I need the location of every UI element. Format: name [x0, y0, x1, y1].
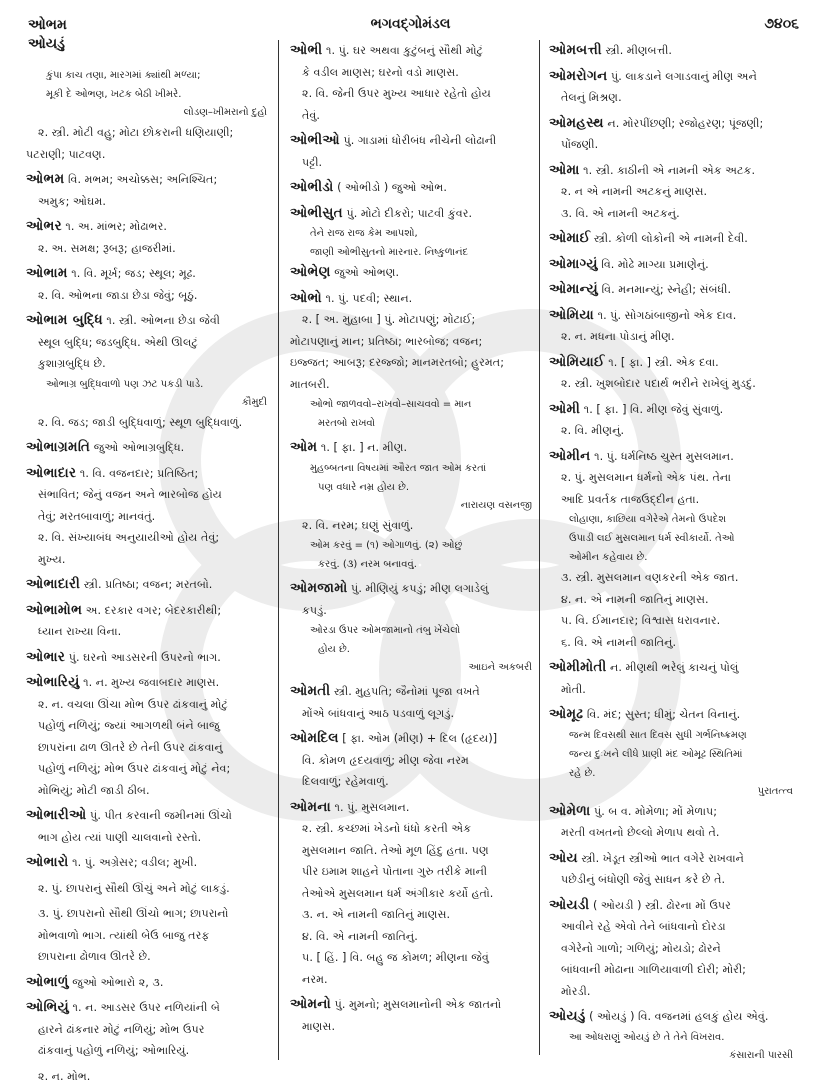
definition-line: ૫. [ હિં. ] વિ. બહુ જ કોમળ; મીણના જેવું	[290, 947, 536, 969]
quotation-line: ઓરડા ઉપર ઓમજામાનો તંબુ ખેંચેલો	[290, 621, 536, 640]
definition-line: ઢાંકવાનું પહોળું નળિયું; ઓભારિયું.	[26, 1040, 271, 1062]
definition-line: ૩. ન. એ નામની જાતિનું માણસ.	[290, 904, 536, 926]
definition-line: તેવું.	[290, 105, 536, 127]
definition-line: ઇજ્જત; આબરૂ; દરજ્જો; માનમરતબો; હુરમત;	[290, 352, 536, 374]
quotation-line: ઓભો જાળવવો–રાખવો–સાચવવો = માન	[290, 395, 536, 414]
headword: ઓમિયા	[549, 307, 594, 323]
definition-line: તેઓએ મુસલમાન ધર્મ અંગીકાર કર્યો હતો.	[290, 883, 536, 905]
quotation-line: જાણી ઓભીસુતનો મારનાર. નિષ્કુળાનંદ	[290, 243, 536, 262]
definition-text: ૧. પું. ધર્મનિષ્ઠ ચુસ્ત મુસલમાન.	[591, 450, 734, 463]
definition-text: ૧. [ ફા. ] ન. મીણ.	[317, 441, 407, 454]
definition-text: સ્ત્રી. પ્રતિષ્ઠા; વજન; મરતબો.	[80, 578, 212, 591]
definition-line: મોરડી.	[549, 981, 797, 1003]
definition-line: મુખ્ય.	[26, 549, 271, 571]
definition-line: પટ્ટી.	[290, 152, 536, 174]
guide-word-first: ઓભમ	[28, 16, 67, 35]
citation-source: કૌમુદી	[26, 394, 271, 412]
definition-line: ૬. વિ. એ નામની જાતિનું.	[549, 632, 797, 654]
dictionary-entry	[290, 728, 536, 750]
quotation-line: ઓમ કરવું = (૧) ઓગાળવું. (૨) ઓછું	[290, 536, 536, 555]
definition-text: સ્ત્રી. મીણબત્તી.	[602, 44, 672, 57]
headword: ઓભિયું	[26, 999, 69, 1015]
headword: ઓભીડો	[290, 179, 334, 195]
definition-text: ૧. વિ. વજનદાર; પ્રતિષ્ઠિત;	[76, 467, 198, 480]
column-3	[549, 40, 797, 1065]
citation-source: આઇને અકબરી	[290, 659, 536, 677]
definition-line: બાંધવાની મોઢાના ગાળિયાવાળી દોરી; મોરી;	[549, 959, 797, 981]
definition-line: ૫. વિ. ઈમાનદાર; વિશ્વાસ ધરાવનાર.	[549, 610, 797, 632]
definition-line: ૨. વિ. નરમ; ઘણું સુંવાળું.	[290, 515, 536, 537]
definition-text: પું. બ વ. મોમેળા; મોં મેળાપ;	[590, 805, 717, 818]
quotation-line: મરતબો રાખવો	[290, 414, 536, 433]
citation-source: કંસારાની પારસી	[549, 1047, 797, 1065]
definition-line: પીર ઇમામ શાહને પોતાના ગુરુ તરીકે માની	[290, 861, 536, 883]
definition-text: પું. લાકડાને લગાડવાનું મીણ અને	[607, 70, 756, 83]
headword: ઓભામોભ	[26, 602, 82, 618]
definition-line: ૩. વિ. એ નામની અટકનું.	[549, 203, 797, 225]
quotation-line: તેને રાજ રાજ કેમ આપશો,	[290, 224, 536, 243]
definition-text: જુઓ ઓભાગ્રબુદ્ધિ.	[90, 441, 184, 454]
dictionary-entry	[549, 1006, 797, 1028]
headword: ઓભારિયું	[26, 674, 80, 690]
column-1	[26, 66, 271, 1087]
definition-text: ૧. સ્ત્રી. કાઠીની એ નામની એક અટક.	[580, 164, 755, 177]
definition-text: ૧. [ ફા. ] સ્ત્રી. એક દવા.	[605, 356, 719, 369]
definition-text: ૧. પું. ઘર અથવા કુટુંબનું સૌથી મોટું	[322, 44, 483, 57]
headword: ઓમા	[549, 162, 580, 178]
citation-source: લોડણ–ખીમરાનો દુહો	[26, 104, 271, 122]
headword: ઓભાર	[26, 649, 65, 665]
dictionary-entry	[290, 203, 536, 225]
definition-line: કપડું.	[290, 600, 536, 622]
citation-source: નારાયણ વસનજી	[290, 497, 536, 515]
definition-line: તેલનું મિશ્રણ.	[549, 87, 797, 109]
headword: ઓભામ બુદ્ધિ	[26, 312, 103, 328]
dictionary-entry	[290, 797, 536, 819]
dictionary-entry	[26, 437, 271, 459]
definition-text: અ. દરકાર વગર; બેદરકારીથી;	[82, 604, 221, 617]
definition-line: સ્થૂલ બુદ્ધિ; જડબુદ્ધિ. એથી ઊલટું	[26, 332, 271, 354]
definition-line: અમુક; ઓઘમ.	[26, 191, 271, 213]
definition-text: વિ. મોઢે માગ્યા પ્રમાણેનું.	[598, 258, 709, 271]
dictionary-entry	[26, 972, 271, 994]
quotation-line: આ ઓધરાણું ઓયડું છે તે તેને વિખરાવ.	[549, 1028, 797, 1047]
definition-line: આવીને રહે એવો તેને બાંધવાનો દોરડા	[549, 916, 797, 938]
definition-line: વિ. કોમળ હૃદયવાળું; મીણ જેવા નરમ	[290, 750, 536, 772]
dictionary-entry	[290, 262, 536, 284]
column-divider	[539, 40, 540, 1055]
dictionary-entry	[549, 160, 797, 182]
definition-line: ૨. વિ. જડ; જાડી બુદ્ધિવાળું; સ્થૂળ બુદ્ધિવાળું.	[26, 412, 271, 434]
headword: ઓમદિલ	[290, 730, 339, 746]
headword: ઓભીસુત	[290, 205, 343, 221]
quotation-line: ઉપાડી લઈ મુસલમાન ધર્મ સ્વીકાર્યો. તેઓ	[549, 529, 797, 548]
definition-text: ૧. પું. સોગઠાંબાજીનો એક દાવ.	[594, 309, 736, 322]
headword: ઓભાદારી	[26, 576, 80, 592]
headword: ઓમજામો	[290, 580, 348, 596]
headword: ઓમનો	[290, 996, 331, 1012]
definition-text: સ્ત્રી. મુહપતિ; જૈનોમાં પૂજા વખતે	[330, 685, 479, 698]
citation-source: પુરાતત્ત્વ	[549, 783, 797, 801]
definition-text: ૧. પું. પદવી; સ્થાન.	[322, 292, 412, 305]
dictionary-entry	[549, 40, 797, 62]
definition-line: મોભવાળો ભાગ. ત્યાંથી બેઉ બાજુ તરફ	[26, 925, 271, 947]
headword: ઓમતી	[290, 683, 330, 699]
definition-text: પું. ઘરનો આડસરની ઉપરનો ભાગ.	[65, 651, 221, 664]
dictionary-entry	[290, 437, 536, 459]
definition-line: પોંજણી.	[549, 134, 797, 156]
quotation-line: રહે છે.	[549, 764, 797, 783]
dictionary-entry	[26, 310, 271, 332]
headword: ઓભાગ્રમતિ	[26, 439, 90, 455]
quotation-line: લોહાણા, કાછિયા વગેરેએ તેમનો ઉપદેશ	[549, 510, 797, 529]
headword: ઓમહસ્થ	[549, 115, 604, 131]
headword: ઓયડું	[549, 1008, 586, 1024]
headword: ઓમાગ્યું	[549, 256, 598, 272]
definition-line: તેવું; મરતબાવાળું; માનવંતું.	[26, 506, 271, 528]
definition-line: પછેડીનું બંધોણી જેવું સાધન કરે છે તે.	[549, 869, 797, 891]
headword: ઓભારો	[26, 854, 69, 870]
definition-text: પું. ગાડામાં ધોરીબંધ નીચેની લોઢાની	[340, 134, 496, 147]
headword: ઓભીઓ	[290, 132, 340, 148]
definition-line: મોભિયું; મોટી જાડી ઠીબ.	[26, 780, 271, 802]
definition-line: વગેરેનો ગાળો; ગળિયું; મોયડો; ઢોરને	[549, 938, 797, 960]
definition-line: કે વડીલ માણસ; ઘરનો વડો માણસ.	[290, 62, 536, 84]
dictionary-entry	[26, 852, 271, 874]
headword: ઓમરોગન	[549, 68, 607, 84]
headword: ઓમી	[549, 401, 580, 417]
definition-text: ૧. ન. આડસર ઉપર નળિયાંની બે	[69, 1001, 220, 1014]
definition-text: ( ઓયડું ) વિ. વજનમાં હલકું હોય એવું.	[586, 1010, 769, 1023]
running-title: ભગવદ્ગોમંડલ	[22, 16, 799, 32]
definition-line: મોટાપણાનું માન; પ્રતિષ્ઠા; ભારબોજ; વજન;	[290, 331, 536, 353]
definition-text: સ્ત્રી. ખેડૂત સ્ત્રીઓ ભાત વગેરે રાખવાને	[578, 852, 744, 865]
definition-line: ૩. સ્ત્રી. મુસલમાન વણકરની એક જાત.	[549, 567, 797, 589]
dictionary-entry	[549, 228, 797, 250]
definition-line: ૨. સ્ત્રી. ખુશબોદાર પદાર્થ ભરીને રાખેલું મુડદું.	[549, 373, 797, 395]
headword: ઓમેળા	[549, 803, 590, 819]
headword: ઓમૂઢ	[549, 706, 583, 722]
definition-text: ( ઓયડી ) સ્ત્રી. ઢોરના મોં ઉપર	[589, 899, 731, 912]
definition-line: છાપરાંના ઢાળ ઊતરે છે તેની ઉપર ઢાંકવાનું	[26, 737, 271, 759]
dictionary-entry	[26, 263, 271, 285]
definition-text: પું. મોટો દીકરો; પાટવી કુંવર.	[343, 207, 472, 220]
dictionary-entry	[26, 997, 271, 1019]
definition-line: ૪. ન. એ નામની જાતિનું માણસ.	[549, 589, 797, 611]
dictionary-entry	[290, 288, 536, 310]
dictionary-entry	[26, 463, 271, 485]
dictionary-entry	[549, 399, 797, 421]
dictionary-entry	[290, 578, 536, 600]
quotation-line: મૂકી દે ઓભણ, ખટક બેઠી ખીમરે.	[26, 85, 271, 104]
definition-text: પું. પીત કરવાની જમીનમાં ઊંચો	[87, 809, 232, 822]
definition-line: ધ્યાન રાખ્યા વિના.	[26, 621, 271, 643]
dictionary-entry	[26, 600, 271, 622]
dictionary-entry	[549, 848, 797, 870]
quotation-line: જન્મ દિવસથી સાત દિવસ સુધી ગર્ભનિષ્ક્રમણ	[549, 726, 797, 745]
dictionary-entry	[26, 574, 271, 596]
definition-text: ન. મીણથી ભરેલું કાચનું પોલું	[606, 661, 738, 674]
column-2	[290, 40, 536, 1037]
quotation-line: ઓભાગ્ર બુદ્ધિવાળો પણ ઝટ પકડી પાડે.	[26, 375, 271, 394]
headword: ઓભો	[290, 290, 322, 306]
definition-line: મરતી વખતનો છેલ્લો મેળાપ થવો તે.	[549, 822, 797, 844]
definition-line: ૩. પું. છાપરાનો સૌથી ઊંચો ભાગ; છાપરાનો	[26, 903, 271, 925]
headword: ઓમાઈ	[549, 230, 590, 246]
quotation-line: જન્ય દુઃખને લીધે પ્રાણી મંદ ઓમૂઢ સ્થિતિમાં	[549, 745, 797, 764]
definition-line: ૨. વિ. મીણનું.	[549, 420, 797, 442]
definition-line: ૪. વિ. એ નામની જાતિનું.	[290, 926, 536, 948]
definition-line: ભાગ હોય ત્યાં પાણી ચાલવાનો રસ્તો.	[26, 827, 271, 849]
headword: ઓભારીઓ	[26, 807, 87, 823]
dictionary-entry	[549, 801, 797, 823]
dictionary-entry	[549, 704, 797, 726]
dictionary-entry	[26, 647, 271, 669]
definition-line: માણસ.	[290, 1016, 536, 1038]
quotation-line: કરવું. (૩) નરમ બનાવવું.	[290, 555, 536, 574]
definition-text: ૧. વિ. મૂર્ખ; જડ; સ્થૂલ; મૂઢ.	[68, 267, 196, 280]
dictionary-entry	[549, 657, 797, 679]
dictionary-entry	[549, 113, 797, 135]
dictionary-entry	[549, 66, 797, 88]
definition-line: ૨. અ. સમક્ષ; રૂબરૂ; હાજરીમાં.	[26, 238, 271, 260]
headword: ઓમીન	[549, 448, 591, 464]
dictionary-entry	[290, 40, 536, 62]
headword: ઓમના	[290, 799, 331, 815]
dictionary-entry	[290, 130, 536, 152]
quotation-line: કુંપા કાચ તણા, મારગમાં ક્યાંથી મળ્યા;	[26, 66, 271, 85]
definition-text: જુઓ ઓભારો ૨, ૩.	[69, 976, 164, 989]
quotation-line: પણ વધારે નમ્ર હોય છે.	[290, 478, 536, 497]
dictionary-entry	[26, 672, 271, 694]
definition-line: મોંએ બાંધવાનું આઠ પડવાળું લૂગડું.	[290, 703, 536, 725]
definition-line: ૨. ન. વચલા ઊંચા મોભ ઉપર ઢાંકવાનું મોટું	[26, 694, 271, 716]
headword: ઓભમ	[26, 171, 64, 187]
definition-line: ૨. સ્ત્રી. કચ્છમાં ખેડનો ધંધો કરતી એક	[290, 818, 536, 840]
definition-line: ૨. પું. છાપરાનું સૌથી ઊંચું અને મોટું લાકડું.	[26, 878, 271, 900]
definition-text: ૧. અ. માંભર; મોઢાભર.	[62, 220, 167, 233]
headword: ઓભેણ	[290, 264, 331, 280]
definition-text: ૧. [ ફા. ] વિ. મીણ જેવું સુંવાળું.	[580, 403, 723, 416]
dictionary-entry	[549, 254, 797, 276]
definition-line: ૨. સ્ત્રી. મોટી વહુ; મોટા છોકરાની ધણિયાણી;	[26, 122, 271, 144]
quotation-line: મુહબ્બતના વિષયમાં ઔરત જાત ઓમ કરતાં	[290, 459, 536, 478]
headword: ઓમીમોતી	[549, 659, 606, 675]
page-number: ૭૪૦૬	[764, 16, 799, 32]
dictionary-entry	[290, 994, 536, 1016]
dictionary-entry	[549, 279, 797, 301]
headword: ઓમબત્તી	[549, 42, 602, 58]
dictionary-entry	[26, 169, 271, 191]
definition-line: પટરાણી; પાટવણ.	[26, 144, 271, 166]
definition-text: પું. મીણિયું કપડું; મીણ લગાડેલું	[348, 582, 489, 595]
headword: ઓભાદાર	[26, 465, 76, 481]
dictionary-entry	[290, 681, 536, 703]
definition-line: આદિ પ્રવર્તક તાજઉદ્દીન હતા.	[549, 489, 797, 511]
definition-line: મુસલમાન જાતિ. તેઓ મૂળ હિંદુ હતા. પણ	[290, 840, 536, 862]
definition-line: ૨. ન. મોભ.	[26, 1066, 271, 1087]
definition-line: ૨. ન એ નામની અટકનું માણસ.	[549, 181, 797, 203]
definition-text: ( ઓભીડો ) જુઓ ઓભ.	[334, 181, 447, 194]
definition-text: ૧. પું. અગ્રેસર; વડીલ; મુખી.	[69, 856, 198, 869]
definition-text: [ ફા. ઓમ (મીણ) + દિલ (હૃદય)]	[339, 732, 497, 745]
definition-text: ૧. પું. મુસલમાન.	[331, 801, 409, 814]
definition-line: ૨. ન. મધના પોડાનું મીણ.	[549, 326, 797, 348]
definition-line: ૨. [ અ. મુહાબા ] પું. મોટાપણું; મોટાઈ;	[290, 309, 536, 331]
headword: ઓભી	[290, 42, 322, 58]
definition-line: પહોળું નળિયું; જ્યાં આગળથી બંને બાજુ	[26, 715, 271, 737]
definition-line: કુશાગ્રબુદ્ધિ છે.	[26, 353, 271, 375]
definition-line: મોતી.	[549, 679, 797, 701]
definition-text: ૧. ન. મુખ્ય જવાબદાર માણસ.	[80, 676, 220, 689]
headword: ઓભામ	[26, 265, 68, 281]
headword: ઓભર	[26, 218, 62, 234]
definition-text: વિ. મનમાન્યું; સ્નેહી; સંબંધી.	[598, 283, 731, 296]
definition-line: ૨. વિ. સંખ્યાબંધ અનુયાયીઓ હોય તેવું;	[26, 527, 271, 549]
definition-line: નરમ.	[290, 969, 536, 991]
definition-line: છાપરાના ઢોળાવ ઊતરે છે.	[26, 946, 271, 968]
quotation-line: ઓમીન કહેવાય છે.	[549, 548, 797, 567]
definition-line: ૨. પું. મુસલમાન ધર્મનો એક પંથ. તેના	[549, 467, 797, 489]
definition-line: સંભાવિત; જેનું વજન અને ભારબોજ હોય	[26, 484, 271, 506]
dictionary-entry	[549, 305, 797, 327]
definition-text: ન. મોરપીંછણી; રજોહરણ; પૂંજણી;	[604, 117, 763, 130]
definition-text: ૧. સ્ત્રી. ઓભના છેડા જેવી	[103, 314, 220, 327]
column-divider	[278, 40, 279, 1060]
definition-line: દિલવાળું; રહેમવાળું.	[290, 771, 536, 793]
guide-word-last: ઓયડું	[28, 35, 67, 54]
dictionary-entry	[549, 352, 797, 374]
definition-line: માતબરી.	[290, 374, 536, 396]
headword: ઓયડી	[549, 897, 589, 913]
definition-text: વિ. મભમ; અચોક્કસ; અનિશ્ચિત;	[64, 173, 217, 186]
definition-text: પું. મુમનો; મુસલમાનોની એક જાતનો	[331, 998, 501, 1011]
dictionary-entry	[549, 446, 797, 468]
definition-text: સ્ત્રી. કોળી લોકોની એ નામની દેવી.	[590, 232, 748, 245]
definition-line: પહોળું નળિયું; મોભ ઉપર ઢાંકવાનું મોટું નેવ;	[26, 758, 271, 780]
dictionary-entry	[290, 177, 536, 199]
headword: ઓમાન્યું	[549, 281, 598, 297]
definition-line: હારને ઢાંકનાર મોટું નળિયું; મોભ ઉપર	[26, 1019, 271, 1041]
definition-line: ૨. વિ. ઓભના જાડા છેડા જેવું; બૂઠું.	[26, 285, 271, 307]
headword: ઓમ	[290, 439, 317, 455]
quotation-line: હોય છે.	[290, 640, 536, 659]
headword: ઓય	[549, 850, 578, 866]
definition-text: જુઓ ઓભણ.	[331, 266, 399, 279]
definition-line: ૨. વિ. જેની ઉપર મુખ્ય આધાર રહેતો હોય	[290, 83, 536, 105]
definition-text: વિ. મંદ; સુસ્ત; ધીમું; ચેતન વિનાનું.	[583, 708, 740, 721]
headword: ઓભાળું	[26, 974, 69, 990]
headword: ઓમિયાઈ	[549, 354, 605, 370]
dictionary-entry	[26, 805, 271, 827]
dictionary-entry	[26, 216, 271, 238]
dictionary-entry	[549, 895, 797, 917]
